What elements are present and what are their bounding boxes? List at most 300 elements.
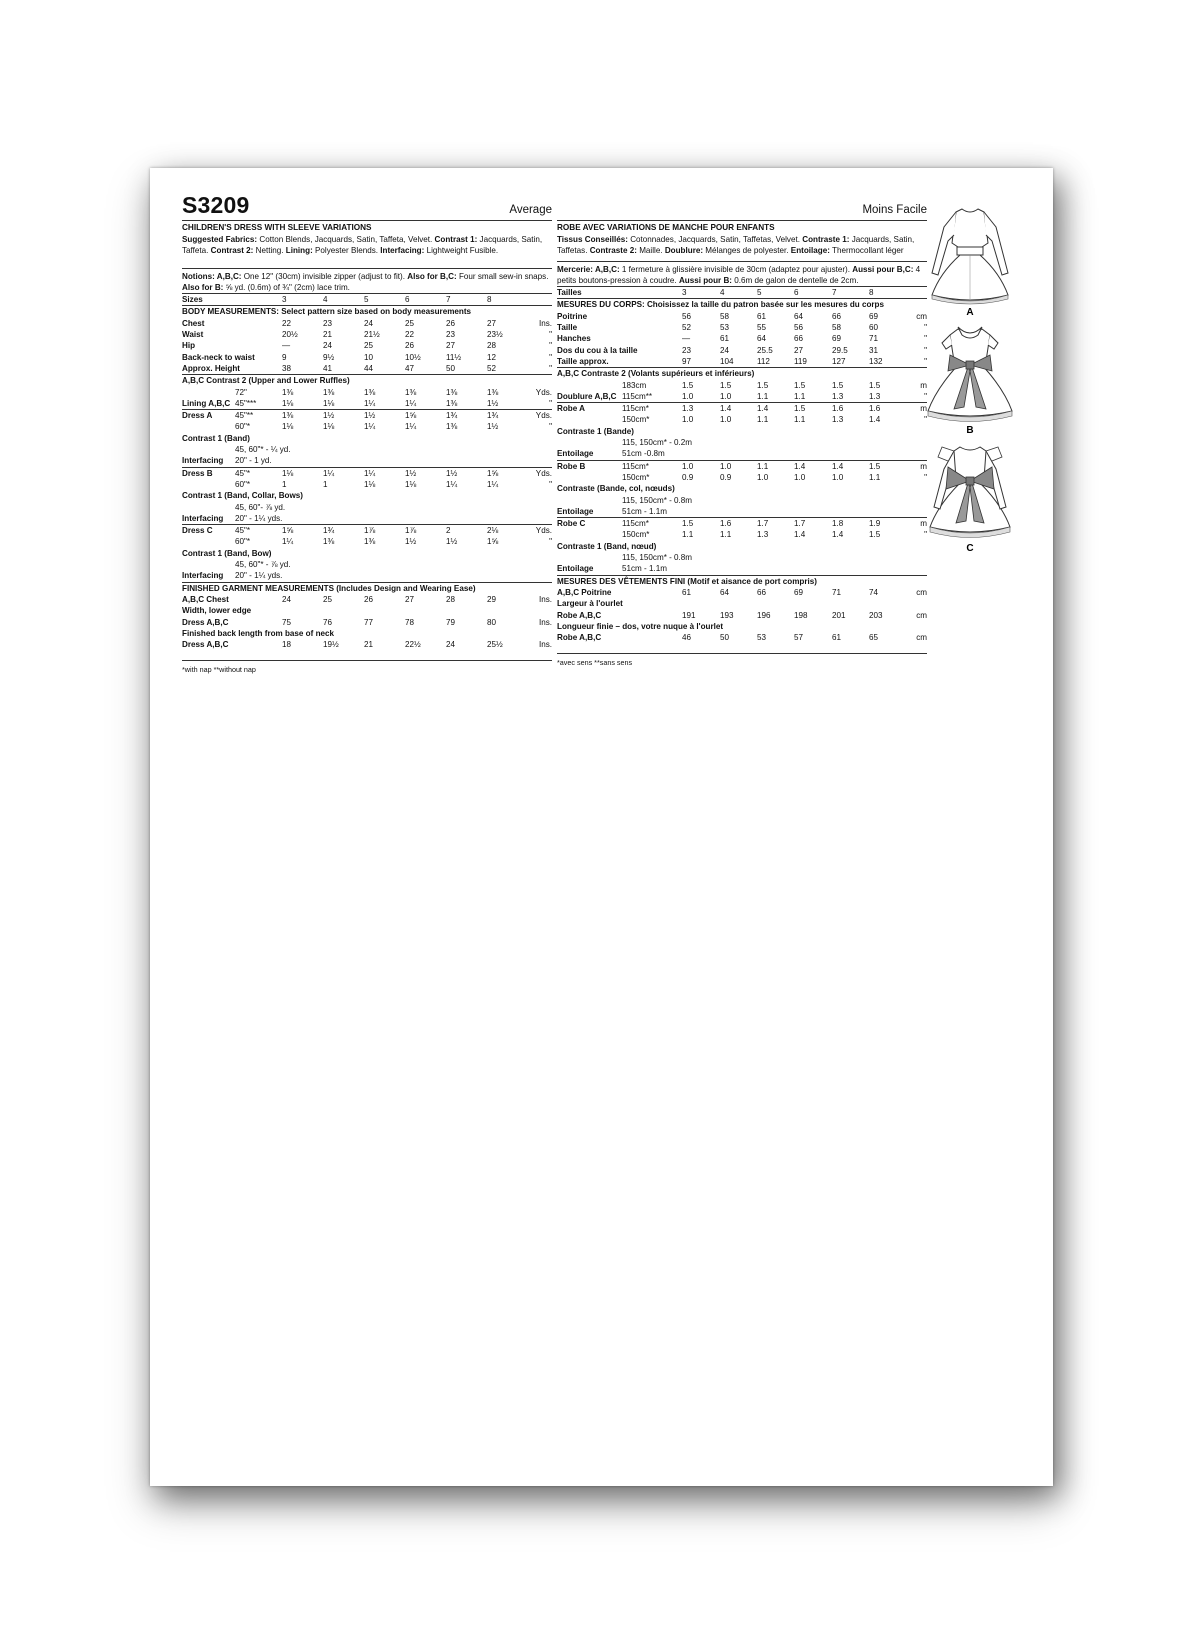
row-label: Taille — [557, 323, 578, 333]
row-unit: Ins. — [538, 594, 552, 604]
table-row — [557, 311, 927, 322]
table-row — [182, 467, 552, 479]
table-cell: 78 — [405, 617, 415, 627]
english-column — [182, 192, 552, 676]
row-unit: " — [549, 422, 552, 432]
table-row — [182, 352, 552, 363]
row-label: Robe A,B,C — [557, 610, 602, 620]
table-row — [557, 380, 927, 391]
row-label: Entoilage — [557, 449, 594, 459]
table-cell: 191 — [682, 610, 696, 620]
table-cell: 97 — [682, 356, 692, 366]
table-row — [557, 563, 927, 574]
row-unit: " — [924, 415, 927, 425]
table-cell: 18 — [282, 640, 292, 650]
table-cell: 52 — [487, 363, 497, 373]
table-cell: 1.0 — [720, 415, 732, 425]
table-row — [557, 345, 927, 356]
table-cell: 1.0 — [832, 472, 844, 482]
row-width: 115cm* — [622, 404, 649, 414]
table-cell: 1.6 — [869, 404, 881, 414]
dress-view-a-icon — [924, 203, 1016, 307]
table-cell: 1.5 — [682, 380, 694, 390]
table-cell: 1¼ — [487, 479, 499, 489]
table-row — [557, 541, 927, 552]
row-unit: Yds. — [535, 411, 552, 421]
table-cell: 132 — [869, 356, 883, 366]
table-cell: 1⅜ — [323, 387, 335, 397]
table-cell: 1⅝ — [487, 537, 499, 547]
table-row — [182, 502, 552, 513]
table-cell: 1⅛ — [282, 398, 294, 408]
table-cell: 1⅜ — [282, 387, 294, 397]
row-label: Dress B — [182, 468, 213, 478]
table-row — [182, 329, 552, 340]
size-cell: 8 — [487, 295, 492, 305]
table-cell: 41 — [323, 363, 333, 373]
table-row — [182, 594, 552, 605]
interfacing-text: Lightweight Fusible. — [426, 246, 499, 256]
table-cell: 21½ — [364, 330, 380, 340]
fabrics-label: Suggested Fabrics: — [182, 235, 258, 244]
table-cell: 69 — [794, 587, 804, 597]
table-cell: 10 — [364, 352, 374, 362]
table-cell: 29 — [487, 594, 497, 604]
table-row — [182, 524, 552, 536]
row-unit: " — [924, 345, 927, 355]
table-row — [182, 513, 552, 524]
row-width: 20" - 1¼ yds. — [235, 571, 283, 581]
table-cell: 9 — [282, 352, 287, 362]
table-cell: 1.3 — [682, 404, 694, 414]
row-label: Robe C — [557, 519, 586, 529]
row-label: Dress A,B,C — [182, 640, 229, 650]
row-unit: m — [920, 404, 927, 414]
table-cell: 104 — [720, 356, 734, 366]
row-label: Finished back length from base of neck — [182, 628, 335, 638]
table-cell: 1.5 — [682, 519, 694, 529]
table-row — [182, 559, 552, 570]
also-bc-text: 4 petits boutons-pression à coudre. — [557, 264, 921, 285]
table-cell: 1.6 — [720, 519, 732, 529]
also-b-label: Also for B: — [182, 282, 224, 292]
table-cell: 2⅛ — [487, 526, 499, 536]
body-measurements-table — [557, 311, 927, 367]
finished-measurements-table — [557, 587, 927, 643]
view-b — [920, 321, 1020, 439]
table-cell: 61 — [720, 334, 730, 344]
row-width: 45"* — [235, 526, 251, 536]
table-cell: 1.0 — [682, 415, 694, 425]
table-cell: 1.1 — [720, 530, 732, 540]
table-row — [182, 318, 552, 329]
table-cell: 31 — [869, 345, 879, 355]
table-cell: 1¼ — [364, 422, 376, 432]
row-unit: " — [924, 334, 927, 344]
row-width: 51cm - 1.1m — [622, 564, 667, 574]
sizes-label: Tailles — [557, 288, 582, 298]
table-cell: 1.5 — [869, 380, 881, 390]
table-cell: 80 — [487, 617, 497, 627]
table-cell: 1⅜ — [446, 422, 458, 432]
table-cell: 1¾ — [446, 411, 458, 421]
lining-label: Doublure: — [664, 246, 704, 256]
view-illustrations — [920, 203, 1020, 557]
table-row — [182, 398, 552, 409]
table-row — [557, 402, 927, 414]
row-unit: " — [549, 341, 552, 351]
row-label: Entoilage — [557, 506, 594, 516]
row-label: Contraste 1 (Band, nœud) — [557, 541, 657, 551]
row-label: Width, lower edge — [182, 606, 252, 616]
table-cell: 1⅛ — [323, 398, 335, 408]
table-cell: 1.4 — [757, 404, 769, 414]
table-cell: 1¼ — [282, 537, 294, 547]
table-cell: 64 — [757, 334, 767, 344]
table-cell: 1.5 — [794, 380, 806, 390]
divider — [557, 261, 927, 262]
row-width: 150cm* — [622, 472, 650, 482]
table-cell: 25 — [323, 594, 333, 604]
row-width: 115cm* — [622, 461, 649, 471]
table-cell: 26 — [446, 318, 456, 328]
table-cell: 201 — [832, 610, 846, 620]
table-row — [557, 483, 927, 494]
table-cell: 1.5 — [757, 380, 769, 390]
table-row — [557, 529, 927, 540]
table-cell: 0.9 — [720, 472, 732, 482]
section-heading: A,B,C Contrast 2 (Upper and Lower Ruffles) — [182, 374, 552, 386]
row-label: Contraste 1 (Bande) — [557, 426, 634, 436]
table-cell: 1⅜ — [282, 411, 294, 421]
row-width: 115cm* — [622, 519, 649, 529]
table-cell: 1½ — [487, 398, 499, 408]
also-b-text: 0.6m de galon de dentelle de 2cm. — [734, 275, 859, 285]
sizes-row — [182, 293, 552, 305]
table-cell: 27 — [487, 318, 497, 328]
table-cell: 127 — [832, 356, 846, 366]
pattern-envelope-back — [150, 168, 1053, 1486]
row-label: Interfacing — [182, 571, 224, 581]
row-label: Dress C — [182, 526, 213, 536]
difficulty-level: Moins Facile — [862, 204, 927, 216]
table-cell: 58 — [832, 323, 842, 333]
row-width: 72" — [235, 387, 247, 397]
row-unit: Yds. — [535, 387, 552, 397]
row-width: 20" - 1¼ yds. — [235, 513, 283, 523]
row-unit: " — [924, 530, 927, 540]
table-cell: 1.4 — [832, 530, 844, 540]
table-row — [557, 598, 927, 609]
table-cell: 1⅛ — [364, 479, 376, 489]
table-cell: 1.7 — [794, 519, 806, 529]
table-cell: 21 — [364, 640, 374, 650]
table-cell: 1.1 — [794, 391, 806, 401]
table-cell: 1½ — [405, 468, 417, 478]
table-row — [557, 552, 927, 563]
table-cell: 119 — [794, 356, 807, 366]
footnote: *with nap **without nap — [182, 660, 552, 675]
table-cell: 1¼ — [364, 398, 376, 408]
row-unit: " — [549, 352, 552, 362]
french-column — [557, 198, 927, 669]
row-label: Back-neck to waist — [182, 352, 255, 362]
footnote: *avec sens **sans sens — [557, 653, 927, 668]
table-cell: 1.3 — [757, 530, 769, 540]
table-row — [182, 628, 552, 639]
row-unit: cm — [916, 633, 927, 643]
table-row — [557, 495, 927, 506]
size-cell: 6 — [794, 288, 799, 298]
table-cell: 112 — [757, 356, 770, 366]
table-cell: 25½ — [487, 640, 503, 650]
row-unit: " — [549, 330, 552, 340]
interfacing-label: Entoilage: — [790, 246, 830, 256]
table-cell: 11½ — [446, 352, 462, 362]
row-label: Poitrine — [557, 311, 588, 321]
table-cell: 22½ — [405, 640, 421, 650]
table-cell: 23 — [682, 345, 692, 355]
notions-paragraph — [182, 270, 552, 294]
yardage-table — [182, 374, 552, 581]
table-row — [557, 414, 927, 425]
lining-label: Lining: — [285, 246, 313, 256]
row-label: A,B,C Poitrine — [557, 587, 612, 597]
table-cell: 203 — [869, 610, 883, 620]
row-label: Interfacing — [182, 456, 224, 466]
dress-view-c-icon — [924, 439, 1016, 543]
row-width: 60"* — [235, 479, 251, 489]
row-label: Dress A — [182, 411, 213, 421]
finished-measurements-table — [182, 594, 552, 650]
row-label: A,B,C Chest — [182, 594, 229, 604]
table-cell: 1.5 — [794, 404, 806, 414]
table-cell: 193 — [720, 610, 734, 620]
yardage-table — [557, 367, 927, 574]
table-cell: 1 — [323, 479, 328, 489]
table-cell: 25 — [364, 341, 374, 351]
row-width: 115cm** — [622, 391, 652, 401]
row-width: 45"** — [235, 411, 254, 421]
table-cell: 1.4 — [794, 461, 806, 471]
table-row — [182, 479, 552, 490]
row-label: Entoilage — [557, 564, 594, 574]
interfacing-text: Thermocollant léger — [832, 246, 904, 256]
row-width: 45"* — [235, 468, 251, 478]
also-bc-text: Four small sew-in snaps. — [458, 271, 549, 281]
row-label: Taille approx. — [557, 356, 609, 366]
row-note: 45, 60"- ⅞ yd. — [235, 502, 286, 512]
row-width: 183cm — [622, 380, 647, 390]
table-cell: 25.5 — [757, 345, 773, 355]
table-cell: 1.4 — [794, 530, 806, 540]
fabrics-paragraph — [557, 233, 927, 257]
table-cell: 1.9 — [869, 519, 881, 529]
row-unit: Ins. — [538, 617, 552, 627]
row-label: Waist — [182, 330, 204, 340]
row-label: Longueur finie – dos, votre nuque à l'ourlet — [557, 621, 724, 631]
table-cell: 64 — [720, 587, 730, 597]
table-cell: 65 — [869, 633, 879, 643]
table-cell: 27 — [446, 341, 456, 351]
size-cell: 7 — [446, 295, 451, 305]
table-row — [557, 391, 927, 402]
row-unit: cm — [916, 311, 927, 321]
fabrics-label: Tissus Conseillés: — [557, 235, 628, 244]
table-row — [557, 333, 927, 344]
also-bc-label: Also for B,C: — [407, 271, 457, 281]
table-cell: 1½ — [446, 468, 458, 478]
size-cell: 4 — [323, 295, 328, 305]
row-unit: " — [549, 398, 552, 408]
row-note: 115, 150cm* - 0.8m — [622, 553, 693, 563]
table-cell: 1.1 — [757, 461, 769, 471]
table-cell: 1⅜ — [487, 387, 499, 397]
pattern-title: CHILDREN'S DRESS WITH SLEEVE VARIATIONS — [182, 220, 552, 233]
table-row — [557, 506, 927, 517]
table-cell: 27 — [794, 345, 804, 355]
row-unit: " — [549, 479, 552, 489]
table-cell: 1.0 — [682, 391, 694, 401]
table-cell: 1¼ — [405, 422, 417, 432]
table-row — [182, 340, 552, 351]
table-cell: 23 — [323, 318, 333, 328]
table-cell: 1.3 — [832, 415, 844, 425]
also-b-label: Aussi pour B: — [678, 275, 732, 285]
table-row — [557, 587, 927, 598]
row-width: 45"*** — [235, 398, 257, 408]
row-width: 51cm - 1.1m — [622, 506, 667, 516]
table-cell: 55 — [757, 323, 767, 333]
row-unit: " — [924, 323, 927, 333]
view-label: C — [966, 543, 974, 554]
table-cell: 50 — [446, 363, 456, 373]
table-cell: 24 — [282, 594, 292, 604]
table-cell: 64 — [794, 311, 804, 321]
table-cell: 1.5 — [832, 380, 844, 390]
row-unit: " — [924, 356, 927, 366]
table-cell: — — [682, 334, 691, 344]
table-row — [557, 517, 927, 529]
table-cell: 1⅝ — [405, 411, 417, 421]
row-label: Robe A,B,C — [557, 633, 602, 643]
row-label: Approx. Height — [182, 363, 241, 373]
table-cell: 1½ — [487, 422, 499, 432]
table-row — [182, 548, 552, 559]
table-cell: 0.9 — [682, 472, 694, 482]
table-cell: 74 — [869, 587, 879, 597]
table-cell: 1⅜ — [446, 387, 458, 397]
divider — [182, 268, 552, 269]
fabrics-text: Cotton Blends, Jacquards, Satin, Taffeta, Velvet. — [259, 235, 433, 244]
view-label: B — [966, 425, 974, 436]
row-unit: " — [924, 472, 927, 482]
row-label: Contraste (Bande, col, nœuds) — [557, 484, 675, 494]
fabrics-paragraph — [182, 233, 552, 257]
table-cell: 1¾ — [323, 526, 335, 536]
row-label: Robe A — [557, 404, 586, 414]
header — [557, 198, 927, 220]
body-measurements-heading: MESURES DU CORPS: Choisissez la taille du patron basée sur les mesures du corps — [557, 298, 927, 310]
table-cell: 1.1 — [682, 530, 694, 540]
table-row — [182, 490, 552, 501]
table-cell: 53 — [757, 633, 767, 643]
notions-text: One 12" (30cm) invisible zipper (adjust to fit). — [243, 271, 405, 281]
contrast2-label: Contraste 2: — [589, 246, 637, 256]
contrast1-label: Contrast 1: — [434, 235, 478, 244]
table-cell: 1.0 — [757, 472, 769, 482]
row-unit: " — [549, 363, 552, 373]
table-cell: 10½ — [405, 352, 421, 362]
table-row — [182, 570, 552, 581]
difficulty-level: Average — [509, 204, 552, 216]
lining-text: Mélanges de polyester. — [705, 246, 789, 256]
dress-view-b-icon — [924, 321, 1016, 425]
table-row — [557, 426, 927, 437]
fabrics-text: Cotonnades, Jacquards, Satin, Taffetas, Velvet. — [630, 235, 800, 244]
row-label: Interfacing — [182, 513, 224, 523]
table-cell: 1⅞ — [364, 526, 376, 536]
size-cell: 5 — [364, 295, 369, 305]
table-row — [557, 448, 927, 459]
table-cell: 1.0 — [794, 472, 806, 482]
table-cell: 1⅜ — [405, 387, 417, 397]
table-cell: 46 — [682, 633, 692, 643]
table-cell: 66 — [794, 334, 804, 344]
size-cell: 6 — [405, 295, 410, 305]
interfacing-label: Interfacing: — [380, 246, 425, 256]
contrast1-label: Contraste 1: — [802, 235, 850, 244]
table-cell: 22 — [282, 318, 292, 328]
table-cell: 56 — [794, 323, 804, 333]
table-cell: 1¼ — [364, 468, 376, 478]
section-heading: A,B,C Contraste 2 (Volants supérieurs et inférieurs) — [557, 367, 927, 379]
table-cell: 1.7 — [757, 519, 769, 529]
table-cell: 24 — [323, 341, 333, 351]
row-label: Dress A,B,C — [182, 617, 229, 627]
table-cell: 1⅛ — [405, 479, 417, 489]
table-cell: 1¼ — [405, 398, 417, 408]
size-cell: 7 — [832, 288, 837, 298]
table-cell: 1.4 — [720, 404, 732, 414]
contrast2-text: Maille. — [639, 246, 663, 256]
table-cell: 1⅜ — [323, 537, 335, 547]
table-row — [557, 322, 927, 333]
table-cell: 2 — [446, 526, 451, 536]
pattern-title: ROBE AVEC VARIATIONS DE MANCHE POUR ENFANTS — [557, 220, 927, 233]
row-note: 115, 150cm* - 0.8m — [622, 495, 693, 505]
row-note: 45, 60"* - ¼ yd. — [235, 445, 291, 455]
row-label: Chest — [182, 318, 205, 328]
view-c — [920, 439, 1020, 557]
row-label: Contrast 1 (Band, Collar, Bows) — [182, 491, 303, 501]
table-cell: 1¾ — [487, 411, 499, 421]
table-cell: 1.1 — [757, 391, 769, 401]
table-cell: 1⅞ — [405, 526, 417, 536]
row-unit: cm — [916, 587, 927, 597]
table-row — [182, 617, 552, 628]
row-unit: Yds. — [535, 526, 552, 536]
row-label: Lining A,B,C — [182, 398, 231, 408]
table-row — [182, 421, 552, 432]
table-cell: 198 — [794, 610, 808, 620]
row-width: 20" - 1 yd. — [235, 456, 272, 466]
table-row — [182, 444, 552, 455]
table-cell: 60 — [869, 323, 879, 333]
table-cell: 66 — [832, 311, 842, 321]
table-cell: 1.5 — [869, 461, 881, 471]
row-unit: m — [920, 461, 927, 471]
